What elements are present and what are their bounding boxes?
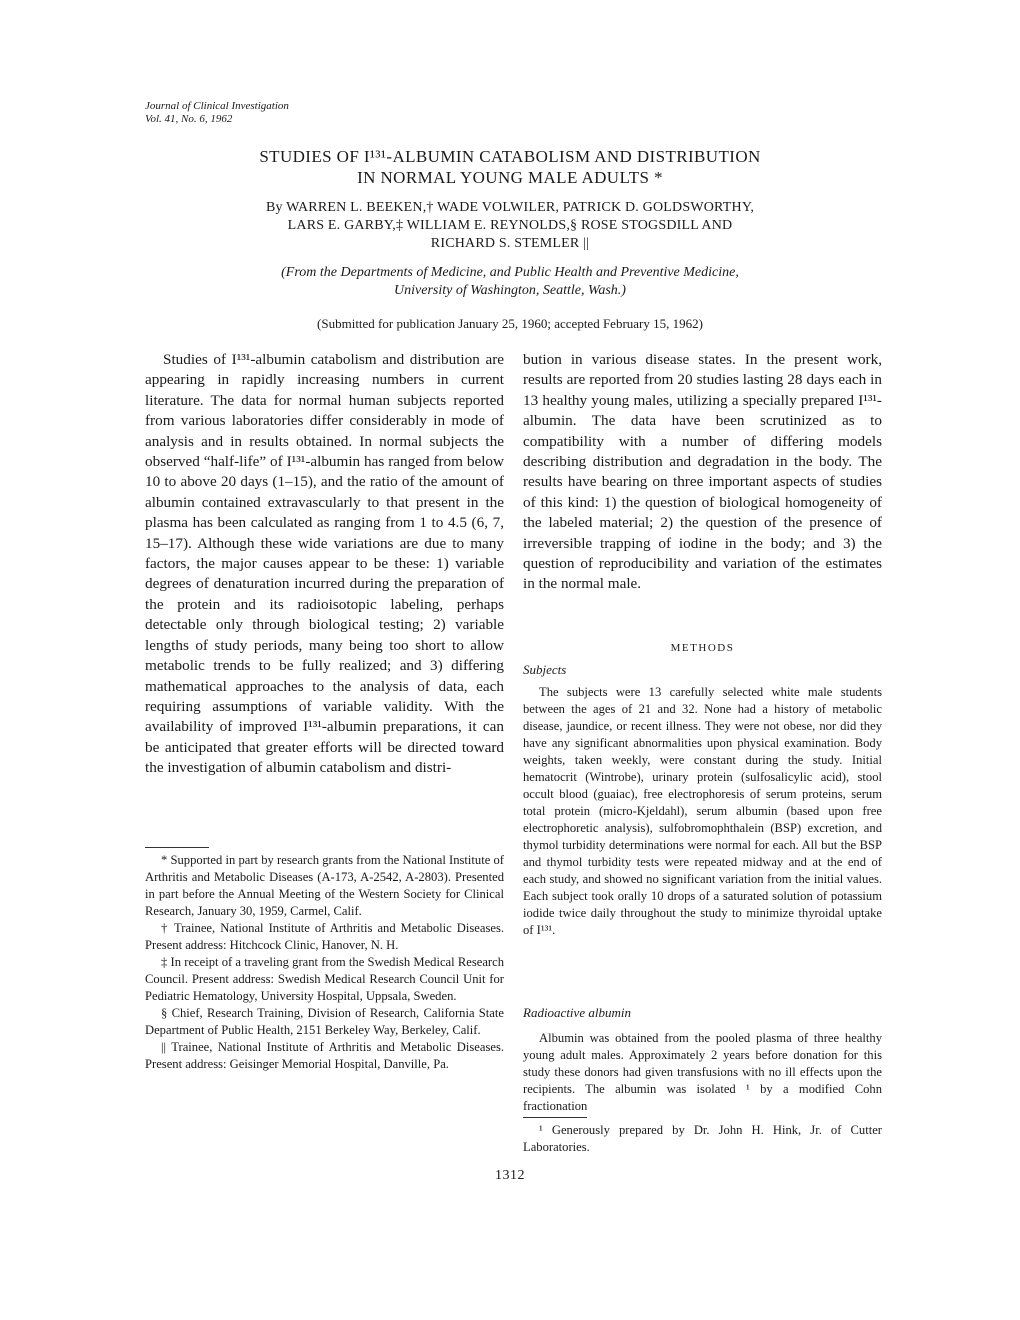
- footnote-parallel: || Trainee, National Institute of Arthritis and Metabolic Diseases. Present address: Geisinger Memorial Hospital, Danville, Pa.: [145, 1040, 504, 1071]
- affiliation-line-1: (From the Departments of Medicine, and Public Health and Preventive Medicine,: [281, 265, 739, 280]
- journal-name: Journal of Clinical Investigation: [145, 100, 289, 112]
- journal-header: [145, 100, 289, 126]
- intro-paragraph-right: bution in various disease states. In the present work, results are reported from 20 studies lasting 28 days each in 13 healthy young males, utilizing a specially prepared I¹³¹-albumin. The data have been scrutinized as to compatibility with a number of differing models describing distribution and degradation in the body. The results have bearing on three important aspects of studies of this kind: 1) the question of biological homogeneity of the labeled material; 2) the question of the presence of irreversible trapping of iodine in the body; and 3) the question of reproducibility and variation of the estimates in the normal male.: [523, 351, 882, 593]
- radioactive-albumin-heading: Radioactive albumin: [523, 1005, 631, 1020]
- subjects-heading: Subjects: [523, 662, 567, 677]
- title-line-2: IN NORMAL YOUNG MALE ADULTS *: [357, 168, 663, 187]
- author-list: [0, 199, 1020, 253]
- page-number: 1312: [495, 1168, 525, 1183]
- affiliation: [0, 264, 1020, 300]
- submission-dates: (Submitted for publication January 25, 1960; accepted February 15, 1962): [317, 316, 703, 331]
- radioactive-albumin-paragraph: Albumin was obtained from the pooled plasma of three healthy young adult males. Approximately 2 years before donation for this study these donors had given transfusions with no ill effects upon the recipients. The albumin was isolated ¹ by a modified Cohn fractionation: [523, 1031, 882, 1113]
- affiliation-line-2: University of Washington, Seattle, Wash.): [394, 283, 626, 298]
- title-line-1: STUDIES OF I¹³¹-ALBUMIN CATABOLISM AND DISTRIBUTION: [259, 147, 761, 166]
- footnote-dagger: † Trainee, National Institute of Arthritis and Metabolic Diseases. Present address: Hitchcock Clinic, Hanover, N. H.: [145, 921, 504, 952]
- footnote-rule-right: [523, 1117, 587, 1118]
- footnotes-left: [145, 852, 504, 1073]
- authors-line-3: RICHARD S. STEMLER ||: [430, 236, 590, 251]
- footnote-asterisk: * Supported in part by research grants from the National Institute of Arthritis and Metabolic Diseases (A-173, A-2542, A-2803). Presented in part before the Annual Meeting of the Western Society for Clinical Research, January 30, 1959, Carmel, Calif.: [145, 853, 504, 918]
- footnote-section: § Chief, Research Training, Division of Research, California State Department of Public Health, 2151 Berkeley Way, Berkeley, Calif.: [145, 1006, 504, 1037]
- intro-paragraph-left: Studies of I¹³¹-albumin catabolism and distribution are appearing in rapidly increasing numbers in current literature. The data for normal human subjects reported from various laboratories differ considerably in mode of analysis and in results obtained. In normal subjects the observed “half-life” of I¹³¹-albumin has ranged from below 10 to above 20 days (1–15), and the ratio of the amount of albumin contained extravascularly to that present in the plasma has been calculated as ranging from 1 to 4.5 (6, 7, 15–17). Although these wide variations are due to many factors, the major causes appear to be these: 1) variable degrees of denaturation incurred during the preparation of the protein and its radioisotopic labeling, perhaps detectable only through biological testing; 2) variable lengths of study periods, many being too short to allow metabolic trends to be fully realized; and 3) differing mathematical approaches to the analysis of data, each requiring assumptions of variable validity. With the availability of improved I¹³¹-albumin preparations, it can be anticipated that greater efforts will be directed toward the investigation of albumin catabolism and distri-: [145, 351, 504, 777]
- footnote-1: ¹ Generously prepared by Dr. John H. Hink, Jr. of Cutter Laboratories.: [523, 1123, 882, 1154]
- footnote-rule-left: [145, 847, 209, 848]
- authors-line-2: LARS E. GARBY,‡ WILLIAM E. REYNOLDS,§ ROSE STOGSDILL AND: [287, 218, 733, 233]
- authors-line-1: By WARREN L. BEEKEN,† WADE VOLWILER, PATRICK D. GOLDSWORTHY,: [265, 200, 755, 215]
- journal-volume: Vol. 41, No. 6, 1962: [145, 113, 233, 125]
- subjects-paragraph: The subjects were 13 carefully selected white male students between the ages of 21 and 32. None had a history of metabolic disease, jaundice, or recent illness. They were not obese, nor did they have any significant abnormalities upon physical examination. Body weights, taken weekly, were constant during the study. Initial hematocrit (Wintrobe), urinary protein (sulfosalicylic acid), stool occult blood (guaiac), free electrophoresis of serum proteins, serum total protein (micro-Kjeldahl), serum albumin (based upon free electrophoretic analysis), sulfobromophthalein (BSP) excretion, and thymol turbidity determinations were normal for each. All but the BSP and thymol turbidity tests were repeated midway and at the end of each study, and showed no significant variation from the initial values. Each subject took orally 10 drops of a saturated solution of potassium iodide twice daily throughout the study to minimize thyroidal uptake of I¹³¹.: [523, 685, 882, 937]
- methods-heading: METHODS: [670, 642, 735, 654]
- article-title: [0, 146, 1020, 188]
- footnote-double-dagger: ‡ In receipt of a traveling grant from the Swedish Medical Research Council. Present address: Swedish Medical Research Council Unit for Pediatric Hematology, University Hospital, Uppsala, Sweden.: [145, 955, 504, 1003]
